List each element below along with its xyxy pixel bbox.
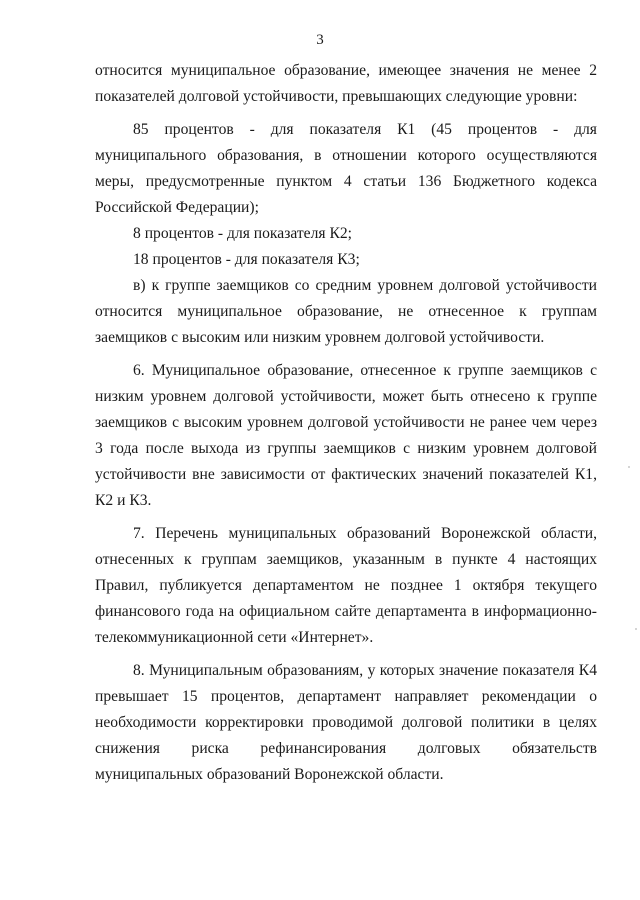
document-body [95,58,597,795]
page-number: 3 [316,32,324,48]
paragraph-k1-threshold: 85 процентов - для показателя К1 (45 процентов - для муниципального образования, в отношении которого осуществляются меры, предусмотренные пунктом 4 статьи 136 Бюджетного кодекса Российской Федерации); [95,121,597,216]
paragraph-k3-threshold: 18 процентов - для показателя К3; [133,251,360,268]
paragraph-continuation: относится муниципальное образование, имеющее значения не менее 2 показателей долговой устойчивости, превышающих следующие уровни: [95,62,597,105]
paragraph-item-6: 6. Муниципальное образование, отнесенное к группе заемщиков с низким уровнем долговой устойчивости, может быть отнесено к группе заемщиков с высоким уровнем долговой устойчивости не ранее чем через 3 года после выхода из группы заемщиков с низким уровнем долговой устойчивости вне зависимости от фактических значений показателей К1, К2 и К3. [95,362,597,509]
scan-speck [635,628,637,630]
paragraph-item-7: 7. Перечень муниципальных образований Воронежской области, отнесенных к группам заемщиков, указанным в пункте 4 настоящих Правил, публикуется департаментом не позднее 1 октября текущего финансового года на официальном сайте департамента в информационно-телекоммуникационной сети «Интернет». [95,525,597,646]
paragraph-medium-group: в) к группе заемщиков со средним уровнем долговой устойчивости относится муниципальное образование, не отнесенное к группам заемщиков с высоким или низким уровнем долговой устойчивости. [95,277,597,346]
paragraph-k2-threshold: 8 процентов - для показателя К2; [133,225,352,242]
paragraph-item-8: 8. Муниципальным образованиям, у которых значение показателя К4 превышает 15 процентов, департамент направляет рекомендации о необходимости корректировки проводимой долговой политики в целях снижения риска рефинансирования долговых обязательств муниципальных образований Воронежской области. [95,662,597,783]
scan-speck [628,466,630,468]
